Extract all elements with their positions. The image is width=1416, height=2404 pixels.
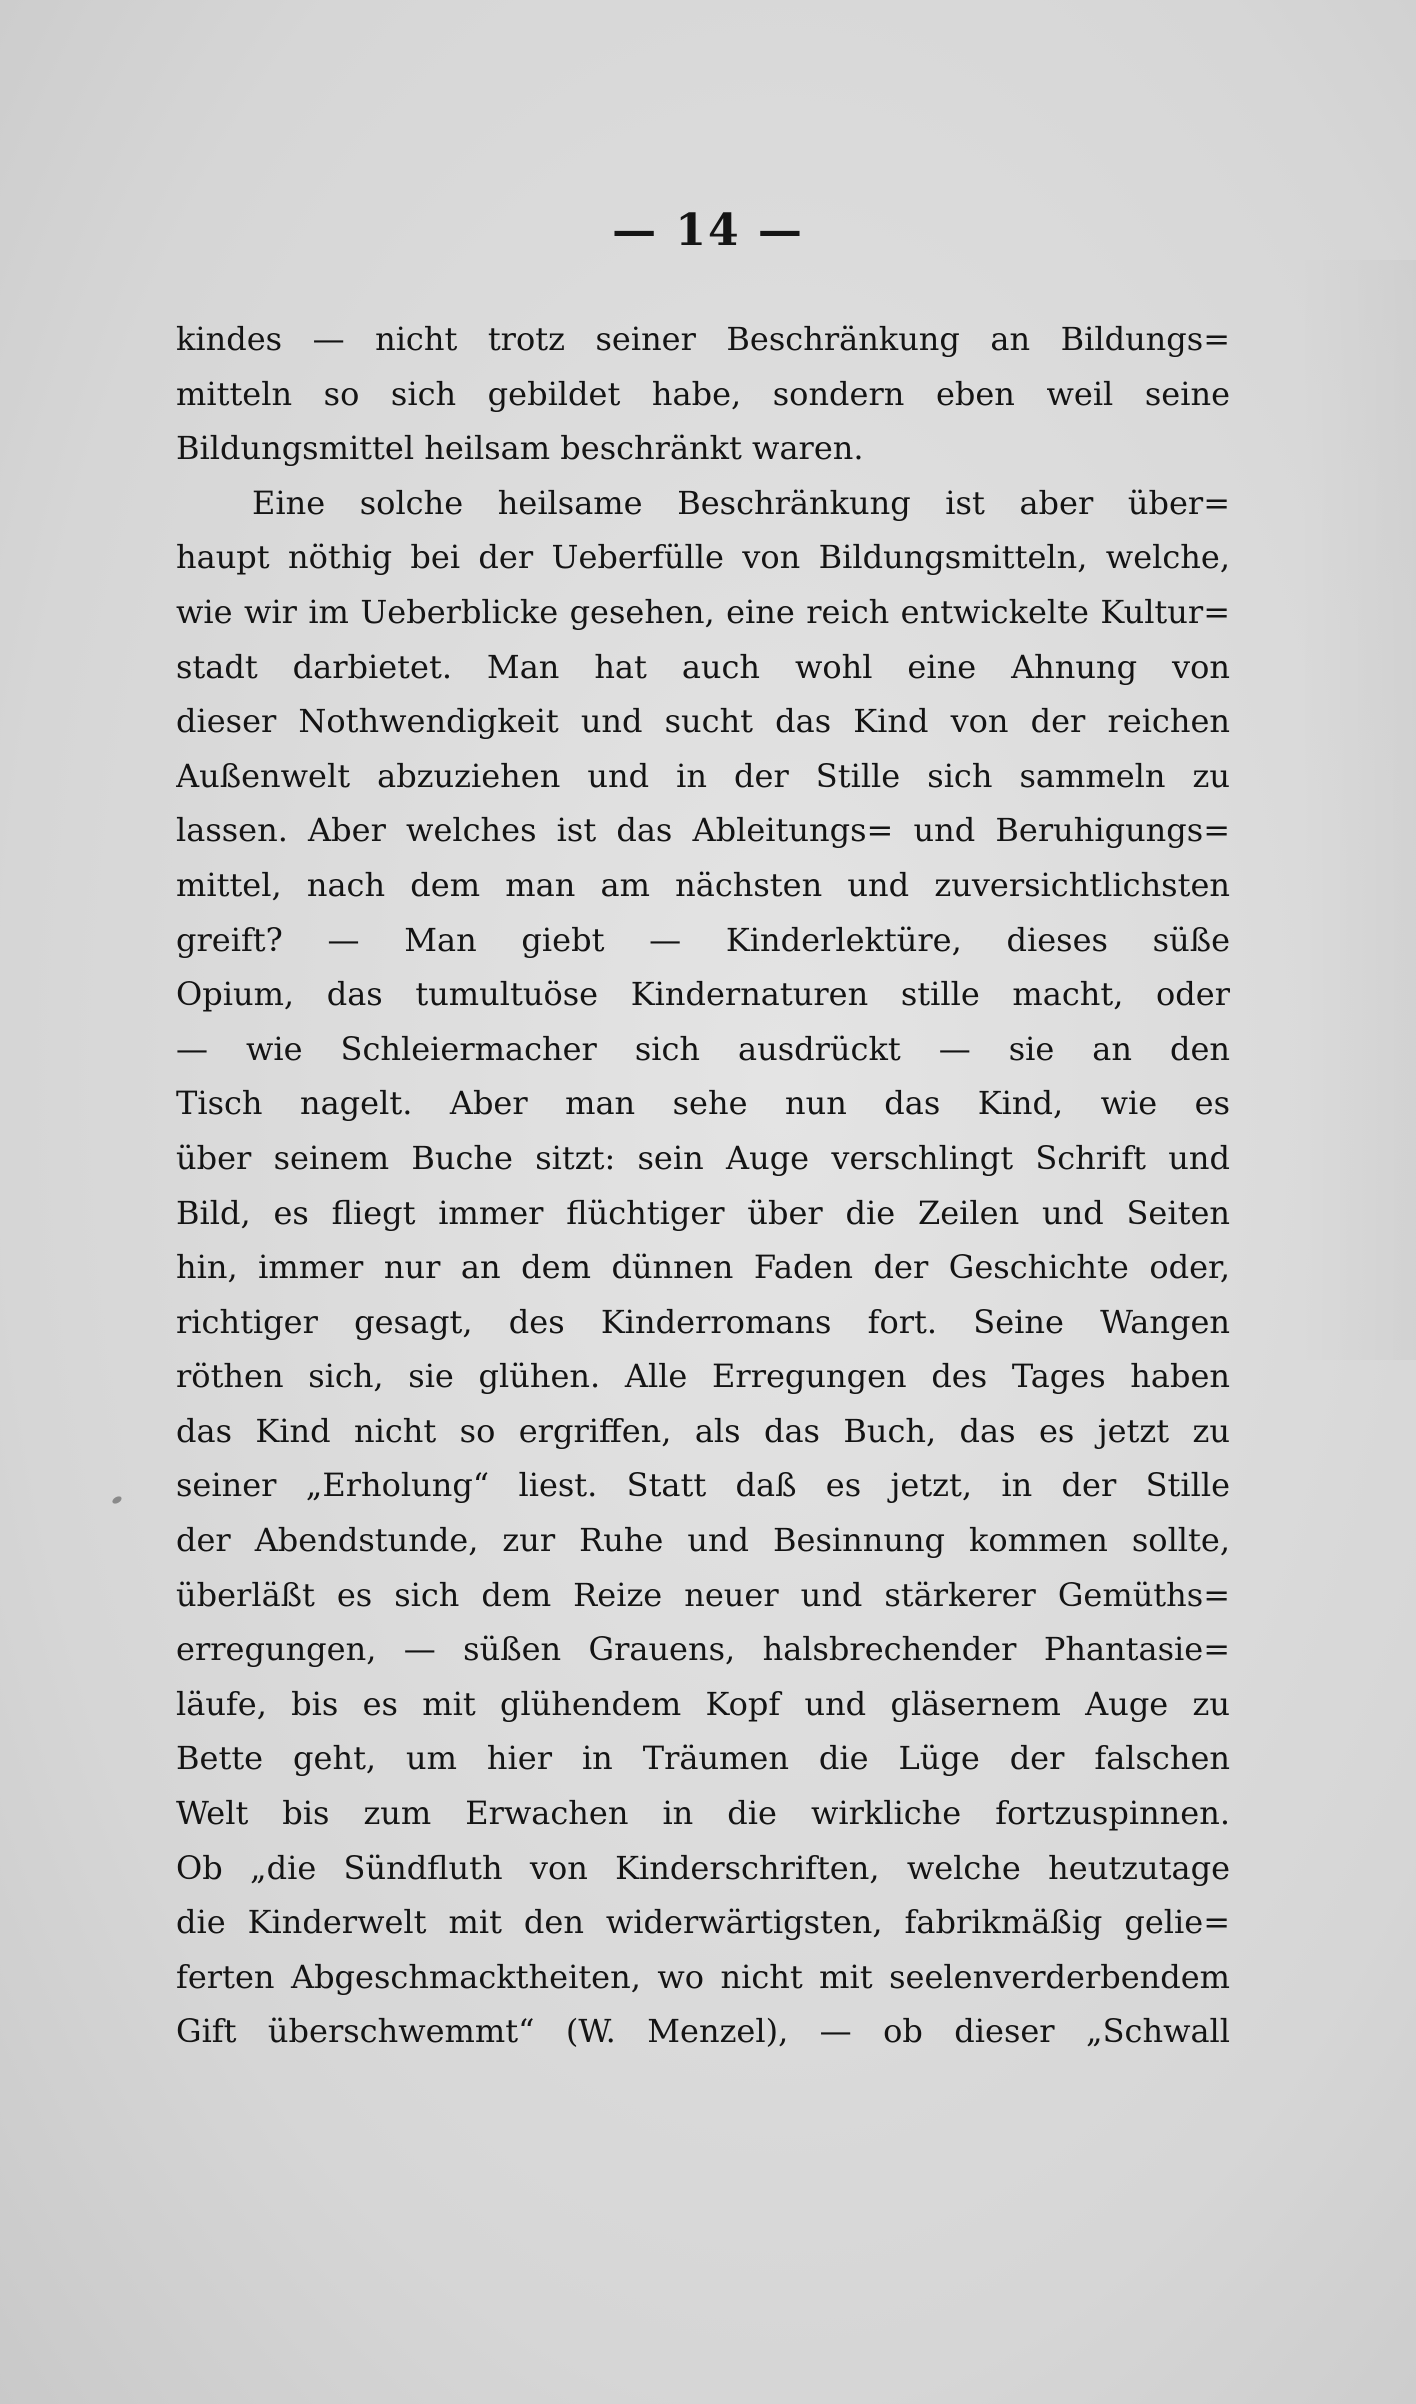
text-line-13: Opium, das tumultuöse Kindernaturen stille macht, oder: [176, 975, 1230, 1014]
text-line-31: ferten Abgeschmacktheiten, wo nicht mit seelenverderbendem: [176, 1957, 1230, 1996]
text-line-21: das Kind nicht so ergriffen, als das Buch, das es jetzt zu: [176, 1411, 1230, 1450]
text-line-6: wie wir im Ueberblicke gesehen, eine reich entwickelte Kultur=: [176, 592, 1230, 631]
text-line-29: Ob „die Sündfluth von Kinderschriften, welche heutzutage: [176, 1848, 1230, 1887]
text-line-27: Bette geht, um hier in Träumen die Lüge der falschen: [176, 1739, 1230, 1778]
text-line-10: lassen. Aber welches ist das Ableitungs= und Beruhigungs=: [176, 811, 1230, 850]
text-line-1: kindes — nicht trotz seiner Beschränkung an Bildungs=: [176, 320, 1230, 358]
text-line-32: Gift überschwemmt“ (W. Menzel), — ob dieser „Schwall: [176, 2012, 1230, 2051]
text-line-5: haupt nöthig bei der Ueberfülle von Bildungsmitteln, welche,: [176, 538, 1230, 577]
text-line-23: der Abendstunde, zur Ruhe und Besinnung kommen sollte,: [176, 1521, 1230, 1560]
text-line-17: Bild, es fliegt immer flüchtiger über die Zeilen und Seiten: [176, 1193, 1230, 1232]
text-line-7: stadt darbietet. Man hat auch wohl eine Ahnung von: [176, 647, 1230, 686]
text-line-3: Bildungsmittel heilsam beschränkt waren.: [176, 429, 864, 468]
text-line-15: Tisch nagelt. Aber man sehe nun das Kind, wie es: [176, 1084, 1230, 1123]
text-line-4: Eine solche heilsame Beschränkung ist aber über=: [252, 483, 1230, 522]
text-line-16: über seinem Buche sitzt: sein Auge verschlingt Schrift und: [176, 1138, 1230, 1177]
text-line-19: richtiger gesagt, des Kinderromans fort. Seine Wangen: [176, 1302, 1230, 1341]
text-line-25: erregungen, — süßen Grauens, halsbrechender Phantasie=: [176, 1630, 1230, 1669]
text-line-8: dieser Nothwendigkeit und sucht das Kind von der reichen: [176, 702, 1230, 741]
text-line-12: greift? — Man giebt — Kinderlektüre, dieses süße: [176, 920, 1230, 959]
page-number: — 14 —: [612, 205, 804, 256]
text-line-20: röthen sich, sie glühen. Alle Erregungen des Tages haben: [176, 1357, 1230, 1396]
text-line-14: — wie Schleiermacher sich ausdrückt — sie an den: [176, 1029, 1230, 1068]
text-line-18: hin, immer nur an dem dünnen Faden der Geschichte oder,: [176, 1248, 1230, 1287]
margin-speck: [111, 1495, 123, 1505]
text-line-26: läufe, bis es mit glühendem Kopf und gläsernem Auge zu: [176, 1684, 1230, 1723]
text-line-22: seiner „Erholung“ liest. Statt daß es jetzt, in der Stille: [176, 1466, 1230, 1505]
body-text: [176, 312, 1230, 2059]
text-line-24: überläßt es sich dem Reize neuer und stärkerer Gemüths=: [176, 1575, 1230, 1614]
text-line-2: mitteln so sich gebildet habe, sondern eben weil seine: [176, 374, 1230, 413]
text-line-9: Außenwelt abzuziehen und in der Stille sich sammeln zu: [176, 756, 1230, 795]
paper-shading: [1296, 260, 1416, 1360]
text-line-28: Welt bis zum Erwachen in die wirkliche fortzuspinnen.: [176, 1794, 1230, 1833]
text-line-11: mittel, nach dem man am nächsten und zuversichtlichsten: [176, 865, 1230, 904]
text-line-30: die Kinderwelt mit den widerwärtigsten, fabrikmäßig gelie=: [176, 1903, 1230, 1942]
